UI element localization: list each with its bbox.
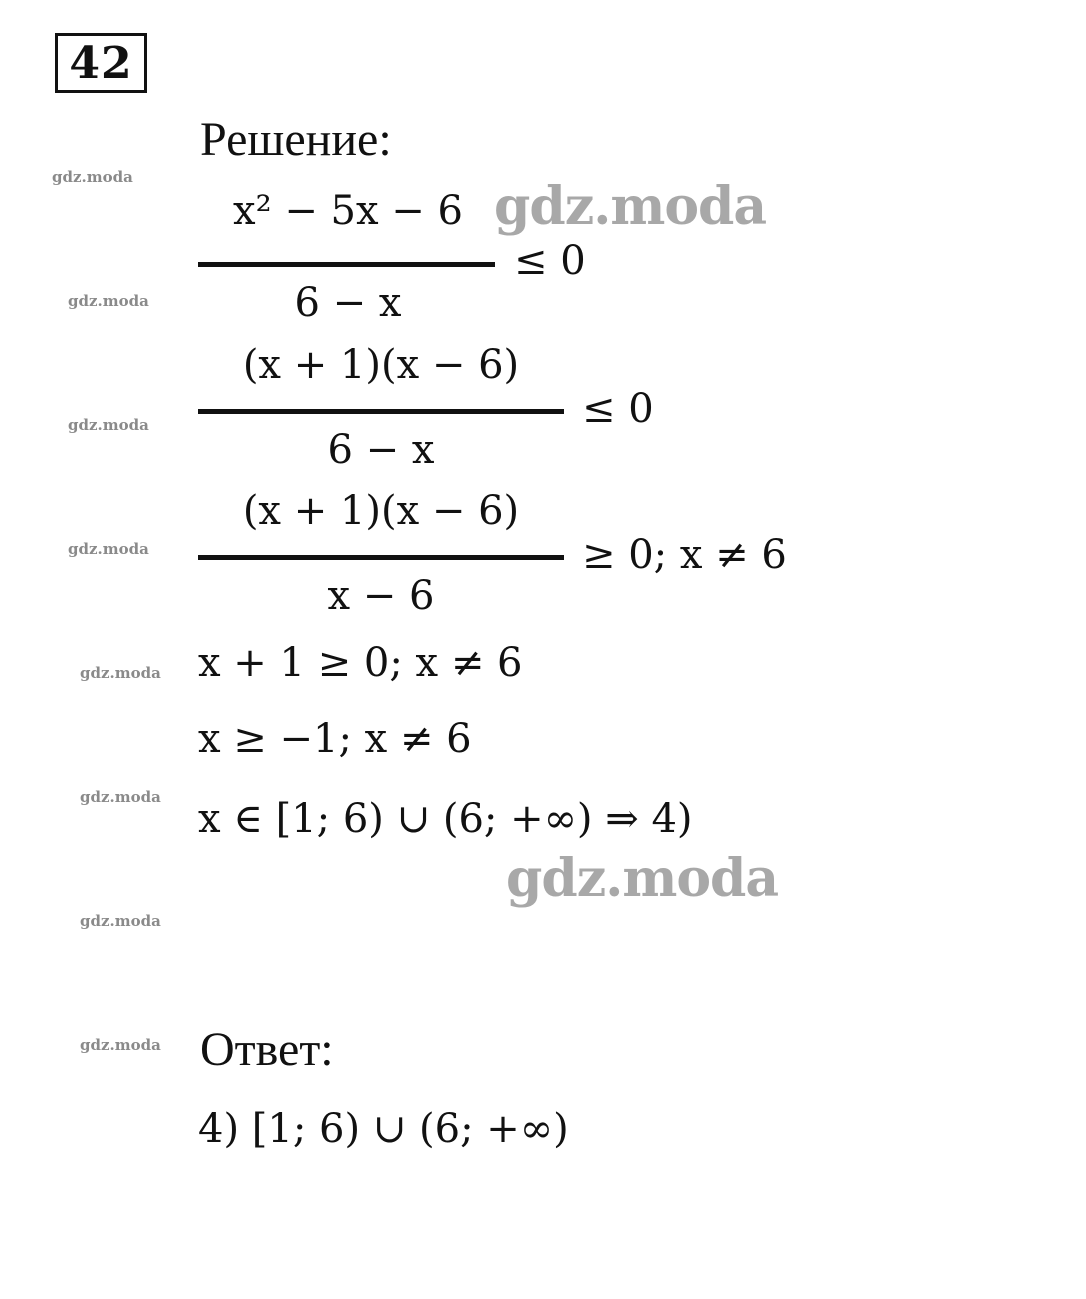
- watermark: gdz.moda: [80, 664, 161, 682]
- answer-text: 4) [1; 6) ∪ (6; +∞): [198, 1106, 569, 1152]
- step-6: x ∈ [1; 6) ∪ (6; +∞) ⇒ 4): [198, 796, 693, 842]
- step-3-numerator: (x + 1)(x − 6): [242, 488, 520, 534]
- watermark: gdz.moda: [68, 292, 149, 310]
- answer-label: Ответ:: [200, 1023, 334, 1076]
- step-3-denominator: x − 6: [327, 573, 435, 619]
- fraction-bar: [198, 262, 495, 267]
- watermark: gdz.moda: [80, 1036, 161, 1054]
- step-2-denominator: 6 − x: [327, 427, 435, 473]
- step-1-numerator: x² − 5x − 6: [233, 188, 463, 234]
- watermark-large: gdz.moda: [494, 176, 767, 237]
- step-2-numerator: (x + 1)(x − 6): [242, 342, 520, 388]
- watermark: gdz.moda: [68, 416, 149, 434]
- watermark: gdz.moda: [80, 912, 161, 930]
- watermark-large: gdz.moda: [506, 848, 779, 909]
- watermark: gdz.moda: [52, 168, 133, 186]
- watermark: gdz.moda: [80, 788, 161, 806]
- step-5: x ≥ −1; x ≠ 6: [198, 716, 472, 762]
- watermark: gdz.moda: [68, 540, 149, 558]
- fraction-bar: [198, 409, 564, 414]
- step-3-relation: ≥ 0; x ≠ 6: [582, 532, 787, 578]
- step-4: x + 1 ≥ 0; x ≠ 6: [198, 640, 523, 686]
- fraction-bar: [198, 555, 564, 560]
- solution-label: Решение:: [200, 113, 392, 166]
- step-1-denominator: 6 − x: [294, 280, 402, 326]
- step-2-relation: ≤ 0: [582, 386, 654, 432]
- step-1-relation: ≤ 0: [514, 238, 586, 284]
- problem-number: 42: [55, 33, 147, 93]
